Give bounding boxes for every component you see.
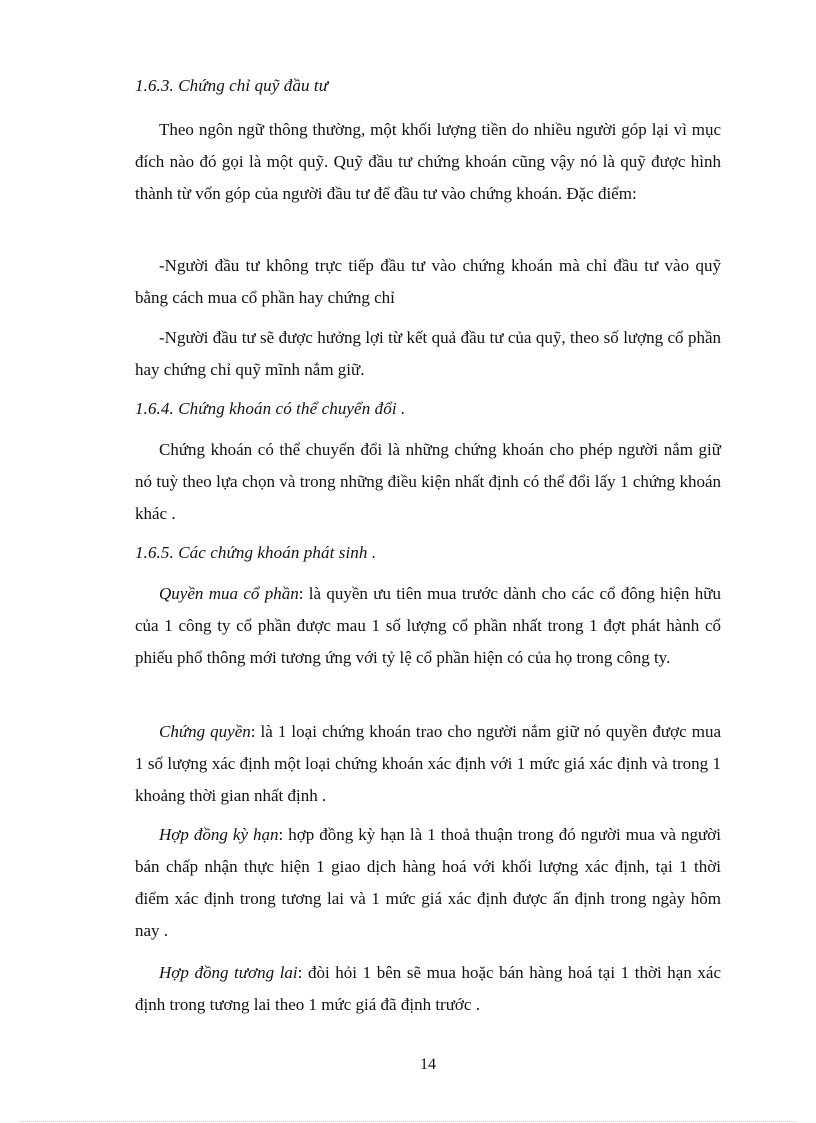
paragraph-fund-definition: Theo ngôn ngữ thông thường, một khối lượng tiền do nhiều người góp lại vì mục đích nào đó gọi là một quỹ. Quỹ đầu tư chứng khoán cũng vậy nó là quỹ được hình thành từ vốn góp của người đầu tư để đầu tư vào chứng khoán. Đặc điểm: (135, 120, 721, 203)
term-futures-contract: Hợp đồng tương lai (159, 963, 298, 982)
paragraph-convertible-securities: Chứng khoán có thể chuyển đổi là những chứng khoán cho phép người nắm giữ nó tuỳ theo lựa chọn và trong những điều kiện nhất định có thể đổi lấy 1 chứng khoán khác . (135, 440, 721, 523)
definition-rights: : là quyền ưu tiên mua trước dành cho các cổ đông hiện hữu của 1 công ty cổ phần được mau 1 số lượng cổ phần nhất trong 1 đợt phát hành cổ phiếu phổ thông mới tương ứng với tỷ lệ cổ phần hiện có của họ trong công ty. (135, 584, 721, 667)
term-rights: Quyền mua cổ phần (159, 584, 299, 603)
definition-warrants: : là 1 loại chứng khoán trao cho người nắm giữ nó quyền được mua 1 số lượng xác định một loại chứng khoán xác định với 1 mức giá xác định và trong 1 khoảng thời gian nhất định . (135, 722, 721, 805)
paragraph-feature-2: -Người đầu tư sẽ được hưởng lợi từ kết quả đầu tư của quỹ, theo số lượng cổ phần hay chứng chỉ quỹ mĩnh nắm giữ. (135, 328, 721, 379)
paragraph-warrants (135, 716, 721, 812)
section-heading-1-6-5: 1.6.5. Các chứng khoán phát sinh . (135, 543, 377, 562)
paragraph-feature-1: -Người đầu tư không trực tiếp đầu tư vào chứng khoán mà chỉ đầu tư vào quỹ bằng cách mua cổ phần hay chứng chỉ (135, 256, 721, 307)
page-bottom-divider (20, 1121, 796, 1122)
term-forward-contract: Hợp đồng kỳ hạn (159, 825, 279, 844)
paragraph-forward-contract (135, 819, 721, 947)
paragraph-futures-contract (135, 957, 721, 1021)
definition-futures-contract: : đòi hỏi 1 bên sẽ mua hoặc bán hàng hoá tại 1 thời hạn xác định trong tương lai theo 1 mức giá đã định trước . (135, 963, 721, 1014)
page-number: 14 (420, 1056, 436, 1073)
section-heading-1-6-4: 1.6.4. Chứng khoán có thể chuyển đổi . (135, 399, 406, 418)
term-warrants: Chứng quyền (159, 722, 251, 741)
definition-forward-contract: : hợp đồng kỳ hạn là 1 thoả thuận trong đó người mua và người bán chấp nhận thực hiện 1 giao dịch hàng hoá với khối lượng xác định, tại 1 thời điểm xác định trong tương lai và 1 mức giá xác định được ấn định trong ngày hôm nay . (135, 825, 721, 940)
section-heading-1-6-3: 1.6.3. Chứng chỉ quỹ đầu tư (135, 76, 329, 95)
paragraph-rights (135, 578, 721, 674)
